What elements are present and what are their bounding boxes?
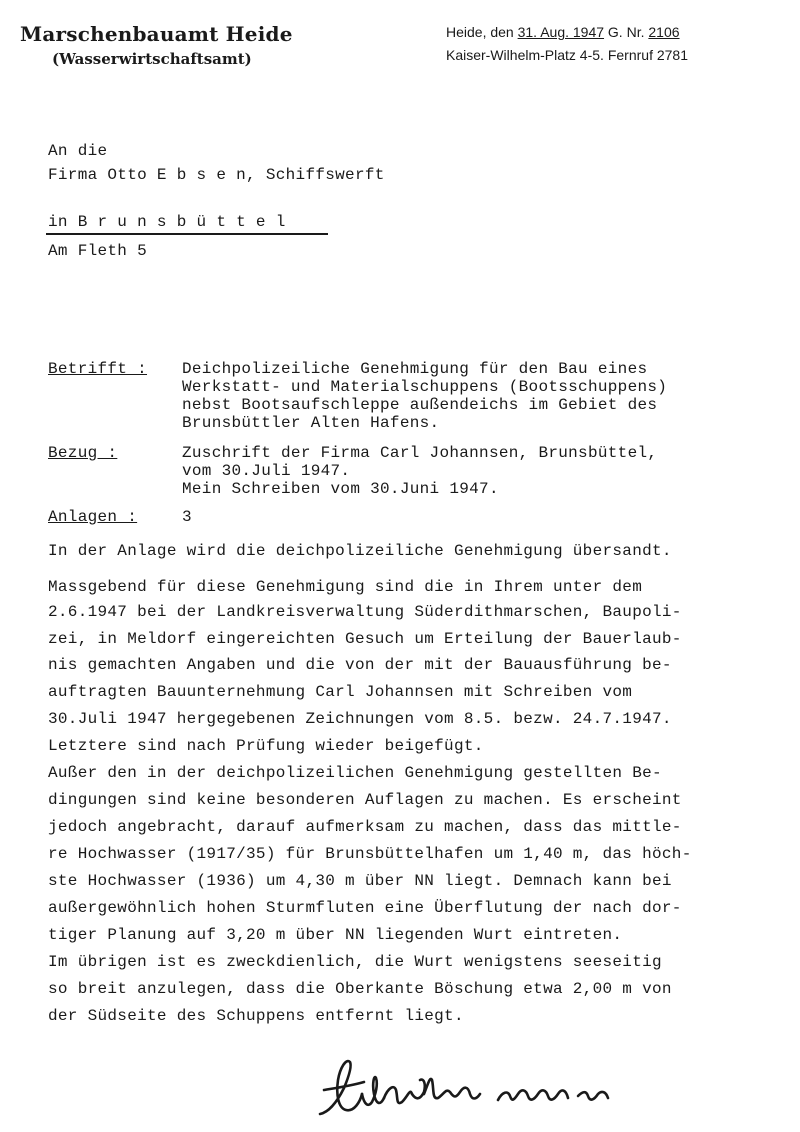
office-name: Marschenbauamt Heide <box>20 22 293 46</box>
body-line: dingungen sind keine besonderen Auflagen zu machen. Es erscheint <box>48 791 682 809</box>
body-line: zei, in Meldorf eingereichten Gesuch um Erteilung der Bauerlaub- <box>48 630 682 648</box>
intro-line: In der Anlage wird die deichpolizeiliche Genehmigung übersandt. <box>48 542 672 560</box>
office-address: Kaiser-Wilhelm-Platz 4-5. <box>446 47 604 63</box>
body-line: ste Hochwasser (1936) um 4,30 m über NN liegt. Demnach kann bei <box>48 872 672 890</box>
body-line: Massgebend für diese Genehmigung sind die in Ihrem unter dem <box>48 578 643 596</box>
department-name: (Wasserwirtschaftsamt) <box>52 50 252 68</box>
phone-label: Fernruf <box>607 47 653 63</box>
body-line: Letztere sind nach Prüfung wieder beigefügt. <box>48 737 484 755</box>
body-line: auftragten Bauunternehmung Carl Johannsen mit Schreiben vom <box>48 683 633 701</box>
ref-label: G. Nr. <box>607 24 645 40</box>
body-line: Im übrigen ist es zweckdienlich, die Wurt wenigstens seeseitig <box>48 953 662 971</box>
phone-number: 2781 <box>656 47 688 63</box>
body-line: 30.Juli 1947 hergegebenen Zeichnungen vom 8.5. bezw. 24.7.1947. <box>48 710 672 728</box>
recipient-firm: Firma Otto E b s e n, Schiffswerft <box>48 166 385 184</box>
handwritten-signature <box>316 1054 626 1124</box>
body-line: Außer den in der deichpolizeilichen Genehmigung gestellten Be- <box>48 764 662 782</box>
body-line: so breit anzulegen, dass die Oberkante Böschung etwa 2,00 m von <box>48 980 672 998</box>
bezug-line-1: Zuschrift der Firma Carl Johannsen, Brunsbüttel, <box>182 444 658 462</box>
recipient-city: in B r u n s b ü t t e l <box>48 213 286 231</box>
date-line <box>446 24 680 40</box>
bezug-line-3: Mein Schreiben vom 30.Juni 1947. <box>182 480 499 498</box>
betrifft-line-4: Brunsbüttler Alten Hafens. <box>182 414 440 432</box>
body-line: außergewöhnlich hohen Sturmfluten eine Überflutung der nach dor- <box>48 899 682 917</box>
body-line: nis gemachten Angaben und die von der mit der Bauausführung be- <box>48 656 672 674</box>
place-label: Heide, den <box>446 24 514 40</box>
body-line: der Südseite des Schuppens entfernt liegt. <box>48 1007 464 1025</box>
body-line: jedoch angebracht, darauf aufmerksam zu machen, dass das mittle- <box>48 818 682 836</box>
body-line: 2.6.1947 bei der Landkreisverwaltung Süderdithmarschen, Baupoli- <box>48 603 682 621</box>
betrifft-line-3: nebst Bootsaufschleppe außendeichs im Gebiet des <box>182 396 658 414</box>
betrifft-line-1: Deichpolizeiliche Genehmigung für den Bau eines <box>182 360 648 378</box>
ref-number: 2106 <box>648 24 680 40</box>
betrifft-label: Betrifft : <box>48 360 148 378</box>
body-line: tiger Planung auf 3,20 m über NN liegenden Wurt eintreten. <box>48 926 623 944</box>
bezug-label: Bezug : <box>48 444 118 462</box>
city-underline <box>46 233 328 235</box>
recipient-line-1: An die <box>48 142 108 160</box>
letter-date: 31. Aug. 1947 <box>517 24 605 40</box>
betrifft-line-2: Werkstatt- und Materialschuppens (Bootsschuppens) <box>182 378 668 396</box>
anlagen-label: Anlagen : <box>48 508 138 526</box>
body-line: re Hochwasser (1917/35) für Brunsbüttelhafen um 1,40 m, das höch- <box>48 845 692 863</box>
recipient-street: Am Fleth 5 <box>48 242 148 260</box>
bezug-line-2: vom 30.Juli 1947. <box>182 462 351 480</box>
address-line <box>446 47 688 63</box>
anlagen-value: 3 <box>182 508 192 526</box>
